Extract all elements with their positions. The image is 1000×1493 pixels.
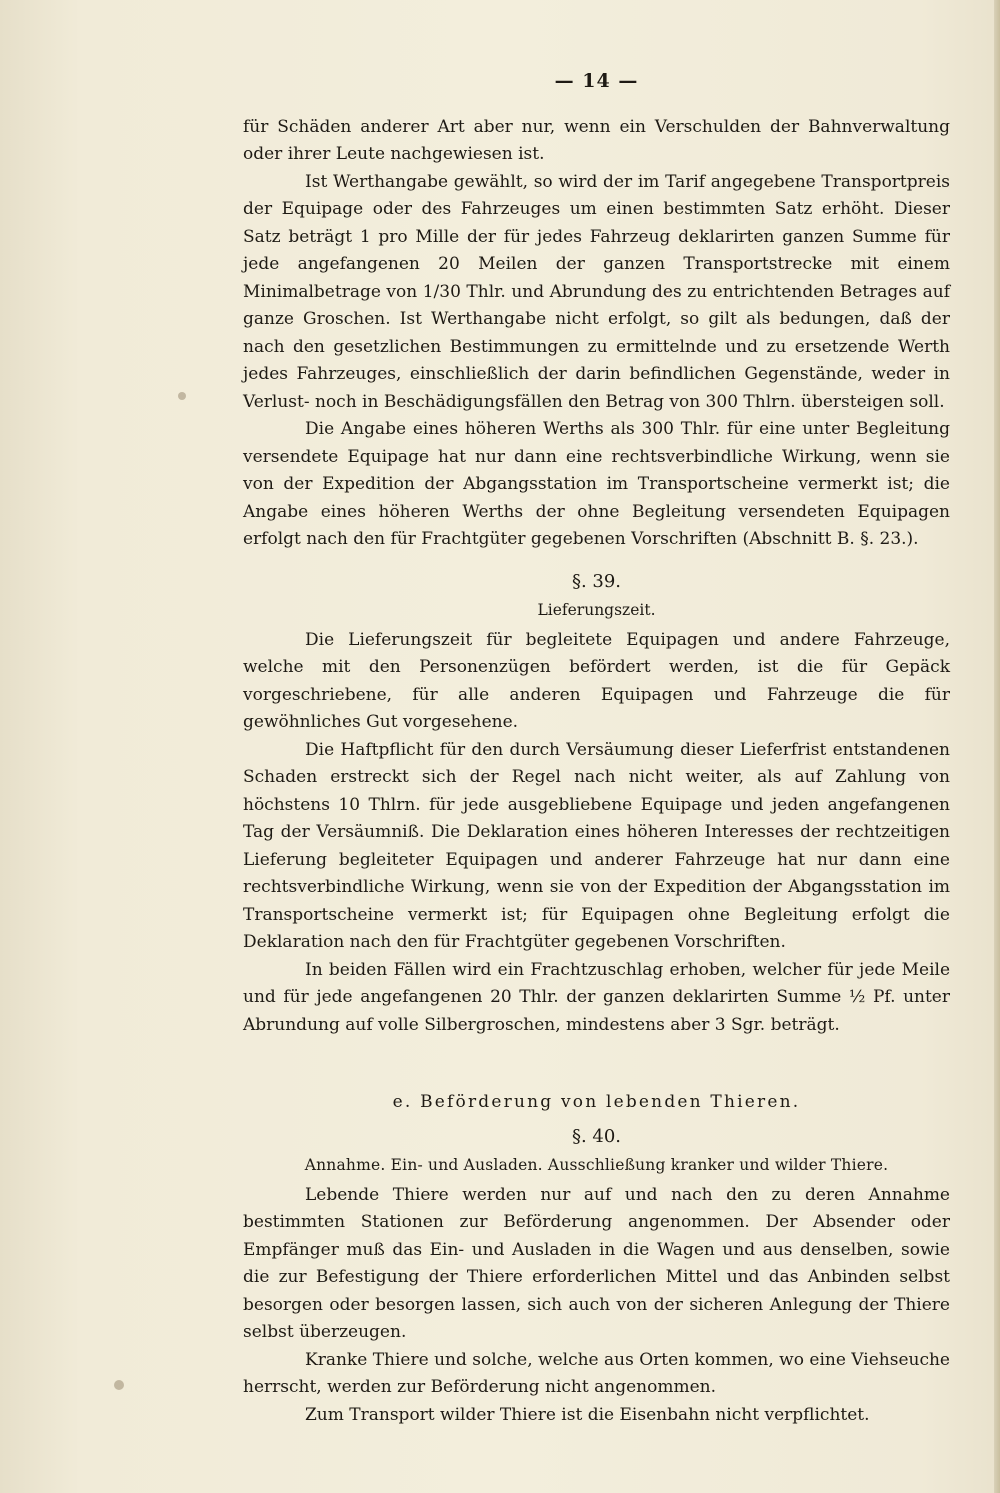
page-number: — 14 — bbox=[554, 70, 639, 92]
paragraph: Die Lieferungszeit für begleitete Equipagen und andere Fahrzeuge, welche mit den Personenzügen befördert werden, ist die für Gepäck vorgeschriebene, für alle anderen Equipagen und Fahrzeuge die für gewöhnliches Gut vorgesehene. bbox=[243, 629, 950, 732]
chapter-heading: e. Beförderung von lebenden Thieren. bbox=[392, 1092, 801, 1112]
paper-blemish bbox=[114, 1380, 124, 1390]
paragraph: für Schäden anderer Art aber nur, wenn ein Verschulden der Bahnverwaltung oder ihrer Leute nachgewiesen ist. bbox=[243, 116, 950, 164]
paragraph: In beiden Fällen wird ein Frachtzuschlag erhoben, welcher für jede Meile und für jede angefangenen 20 Thlr. der ganzen deklarirten Summe ½ Pf. unter Abrundung auf volle Silbergroschen, mindestens aber 3 Sgr. beträgt. bbox=[243, 959, 950, 1035]
paragraph: Die Haftpflicht für den durch Versäumung dieser Lieferfrist entstandenen Schaden erstreckt sich der Regel nach nicht weiter, als auf Zahlung von höchstens 10 Thlrn. für jede ausgebliebene Equipage und jeden angefangenen Tag der Versäumniß. Die Deklaration eines höheren Interesses der rechtzeitigen Lieferung begleiteter Equipagen und anderer Fahrzeuge hat nur dann eine rechtsverbindliche Wirkung, wenn sie von der Expedition der Abgangsstation im Transportscheine vermerkt ist; für Equipagen ohne Begleitung erfolgt die Deklaration nach den für Frachtgüter gegebenen Vorschriften. bbox=[243, 739, 950, 952]
paragraph: Lebende Thiere werden nur auf und nach den zu deren Annahme bestimmten Stationen zur Beförderung angenommen. Der Absender oder Empfänger muß das Ein- und Ausladen in die Wagen und aus denselben, sowie die zur Befestigung der Thiere erforderlichen Mittel und das Anbinden selbst besorgen oder besorgen lassen, sich auch von der sicheren Anlegung der Thiere selbst überzeugen. bbox=[243, 1184, 950, 1342]
section-number: §. 39. bbox=[571, 570, 622, 592]
section-title: Lieferungszeit. bbox=[537, 601, 656, 619]
section-title: Annahme. Ein- und Ausladen. Ausschließung kranker und wilder Thiere. bbox=[304, 1156, 889, 1174]
paragraph: Zum Transport wilder Thiere ist die Eisenbahn nicht verpflichtet. bbox=[305, 1404, 870, 1425]
paragraph: Die Angabe eines höheren Werths als 300 Thlr. für eine unter Begleitung versendete Equipage hat nur dann eine rechtsverbindliche Wirkung, wenn sie von der Expedition der Abgangsstation im Transportscheine vermerkt ist; die Angabe eines höheren Werths der ohne Begleitung versendeten Equipagen erfolgt nach den für Frachtgüter gegebenen Vorschriften (Abschnitt B. §. 23.). bbox=[243, 419, 950, 549]
page-content bbox=[243, 68, 950, 1429]
page-edge bbox=[994, 0, 1000, 1493]
section-number: §. 40. bbox=[571, 1125, 622, 1147]
paragraph: Ist Werthangabe gewählt, so wird der im Tarif angegebene Transportpreis der Equipage oder des Fahrzeuges um einen bestimmten Satz erhöht. Dieser Satz beträgt 1 pro Mille der für jedes Fahrzeug deklarirten ganzen Summe für jede angefangenen 20 Meilen der ganzen Transportstrecke mit einem Minimalbetrage von 1/30 Thlr. und Abrundung des zu entrichtenden Betrages auf ganze Groschen. Ist Werthangabe nicht erfolgt, so gilt als bedungen, daß der nach den gesetzlichen Bestimmungen zu ermittelnde und zu ersetzende Werth jedes Fahrzeuges, einschließlich der darin befindlichen Gegenstände, weder in Verlust- noch in Beschädigungsfällen den Betrag von 300 Thlrn. übersteigen soll. bbox=[243, 171, 950, 412]
paragraph: Kranke Thiere und solche, welche aus Orten kommen, wo eine Viehseuche herrscht, werden zur Beförderung nicht angenommen. bbox=[243, 1349, 950, 1397]
paper-blemish bbox=[178, 392, 186, 400]
